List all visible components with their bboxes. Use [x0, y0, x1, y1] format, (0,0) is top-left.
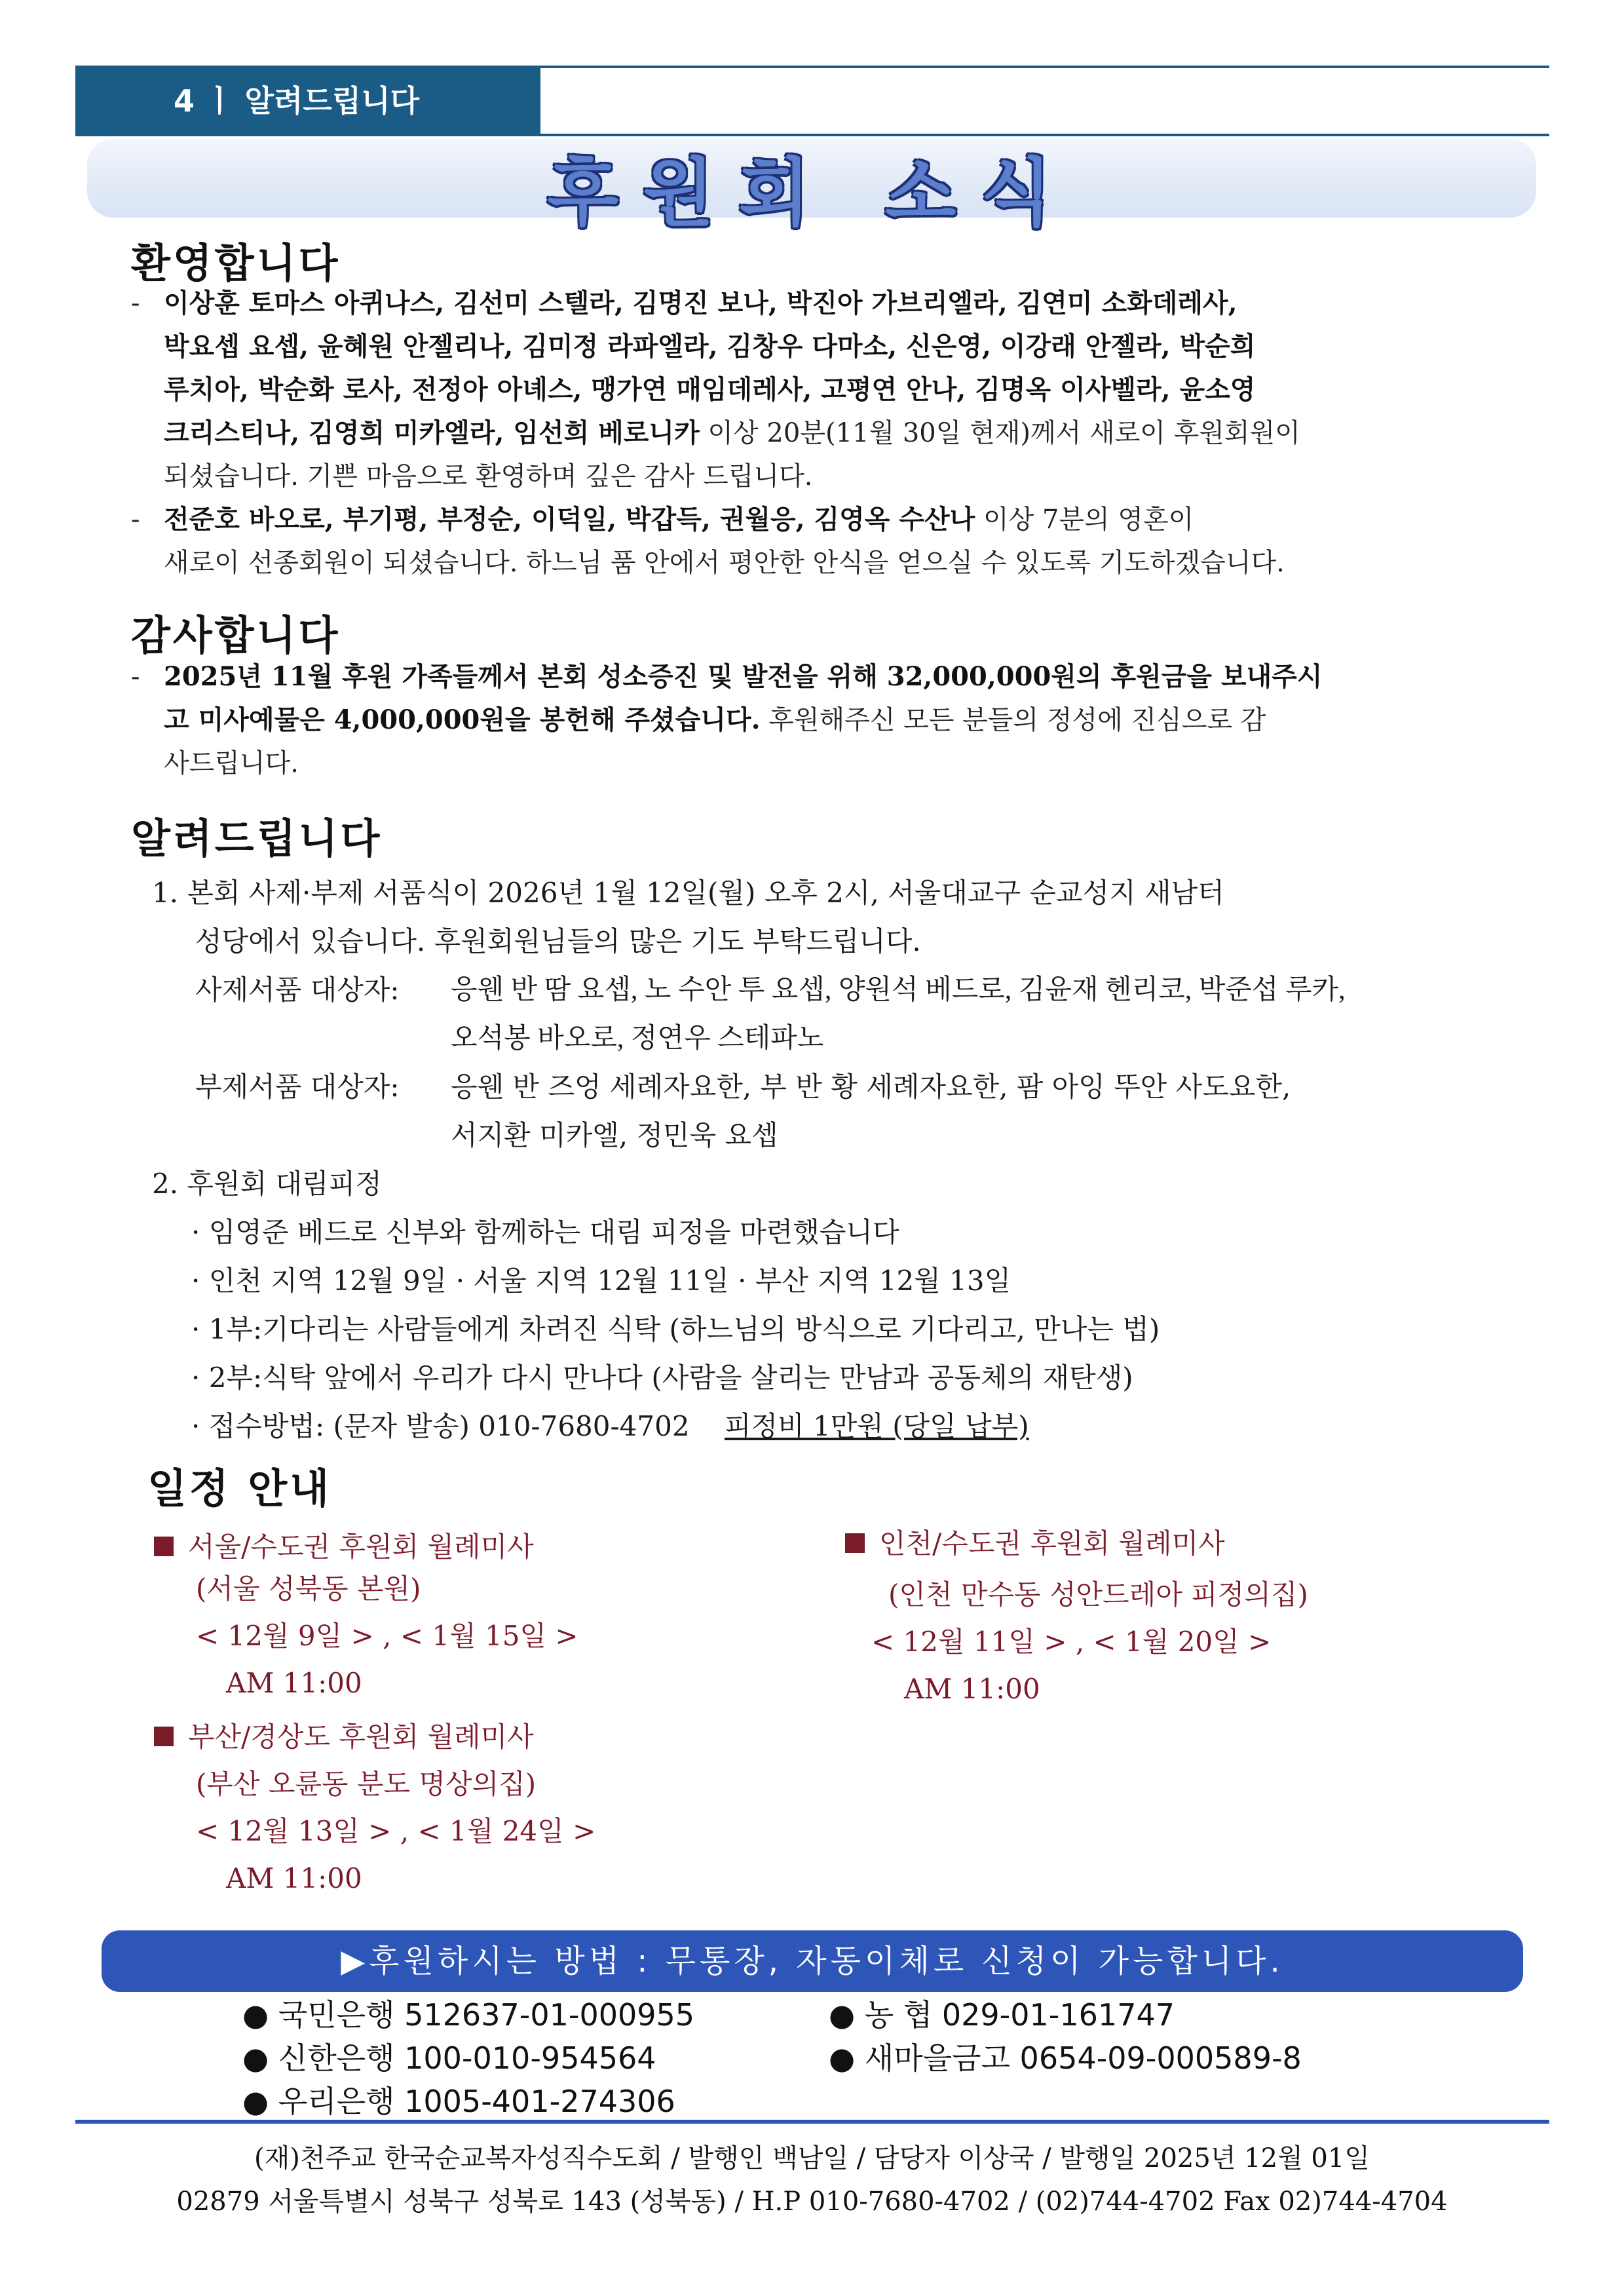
paragraph-text: 후원해주신 모든 분들의 정성에 진심으로 감	[760, 705, 1266, 735]
schedule-busan-place: (부산 오륜동 분도 명상의집)	[196, 1768, 537, 1800]
footer-rule	[75, 2120, 1549, 2124]
schedule-seoul-dates: < 12월 9일 > , < 1월 15일 >	[196, 1620, 578, 1652]
paragraph-text: 이상 7분의 영혼이	[975, 505, 1194, 535]
paragraph-line	[131, 455, 1487, 498]
schedule-busan-time: AM 11:00	[226, 1862, 362, 1894]
priest-ordinands-label: 사제서품 대상자:	[195, 974, 400, 1006]
paragraph-line	[131, 498, 1487, 541]
schedule-seoul-time: AM 11:00	[226, 1667, 362, 1699]
retreat-contact: · 접수방법: (문자 발송) 010-7680-4702	[191, 1410, 690, 1442]
square-bullet-icon	[154, 1727, 174, 1746]
welcome-paragraph-deceased-members	[131, 498, 1487, 584]
footer-publisher: (재)천주교 한국순교복자성직수도회 / 발행인 백남일 / 담당자 이상국 / 발행일 2025년 12월 01일	[254, 2143, 1370, 2173]
priest-ordinands	[152, 966, 1488, 1063]
notice-item-ordination	[152, 869, 1488, 1451]
deacon-ordinands-label: 부제서품 대상자:	[195, 1071, 400, 1103]
retreat-bullet: · 인천 지역 12월 9일 · 서울 지역 12월 11일 · 부산 지역 12월 13일	[191, 1265, 1011, 1297]
schedule-incheon	[845, 1520, 1533, 1713]
notice-item-retreat: 2. 후원회 대림피정	[152, 1168, 382, 1200]
paragraph-bold-text: 이상훈 토마스 아퀴나스, 김선미 스텔라, 김명진 보나, 박진아 가브리엘라, 김연미 소화데레사,	[164, 288, 1237, 318]
paragraph-text: 새로이 선종회원이 되셨습니다. 하느님 품 안에서 평안한 안식을 얻으실 수 있도록 기도하겠습니다.	[164, 548, 1285, 578]
deacon-ordinands	[152, 1063, 1488, 1160]
notice-item-ordination-line: 성당에서 있습니다. 후원회원님들의 많은 기도 부탁드립니다.	[195, 925, 921, 957]
retreat-bullet: · 1부:기다리는 사람들에게 차려진 식탁 (하느님의 방식으로 기다리고, 만나는 법)	[191, 1313, 1160, 1345]
notice-item-ordination-line: 1. 본회 사제·부제 서품식이 2026년 1월 12일(월) 오후 2시, 서울대교구 순교성지 새남터	[152, 877, 1224, 909]
notice-heading: 알려드립니다	[131, 814, 383, 862]
schedule-seoul-title: 서울/수도권 후원회 월례미사	[188, 1531, 534, 1563]
retreat-fee: 피정비 1만원 (당일 납부)	[724, 1410, 1029, 1442]
deacon-ordinands-line: 응웬 반 즈엉 세례자요한, 부 반 황 세례자요한, 팜 아잉 뚜안 사도요한,	[451, 1071, 1291, 1103]
schedule-seoul-place: (서울 성북동 본원)	[196, 1573, 421, 1605]
paragraph-bold-text: 루치아, 박순화 로사, 전정아 아녜스, 맹가연 매임데레사, 고평연 안나, 김명옥 이사벨라, 윤소영	[164, 374, 1256, 405]
schedule-incheon-time: AM 11:00	[904, 1673, 1040, 1705]
donation-method-bar: ▶후원하시는 방법 : 무통장, 자동이체로 신청이 가능합니다.	[102, 1930, 1523, 1992]
paragraph-text: 사드립니다.	[164, 748, 299, 778]
thanks-heading: 감사합니다	[131, 611, 341, 659]
priest-ordinands-line: 오석봉 바오로, 정연우 스테파노	[451, 1024, 824, 1054]
footer-address: 02879 서울특별시 성북구 성북로 143 (성북동) / H.P 010-7680-4702 / (02)744-4702 Fax 02)744-4704	[176, 2187, 1448, 2217]
priest-ordinands-line: 응웬 반 땀 요셉, 노 수안 투 요셉, 양원석 베드로, 김윤재 헨리코, 박준섭 루카,	[451, 975, 1346, 1005]
paragraph-line	[131, 698, 1487, 742]
bank-account: ● 국민은행 512637-01-000955	[242, 1997, 695, 2033]
welcome-heading: 환영합니다	[131, 239, 341, 287]
paragraph-bold-text: 고 미사예물은 4,000,000원을 봉헌해 주셨습니다.	[164, 704, 761, 735]
deacon-ordinands-line: 서지환 미카엘, 정민욱 요셉	[451, 1119, 778, 1151]
schedule-incheon-dates: < 12월 11일 > , < 1월 20일 >	[871, 1626, 1272, 1658]
paragraph-line	[131, 541, 1487, 584]
square-bullet-icon	[154, 1537, 174, 1556]
paragraph-text: 되셨습니다. 기쁜 마음으로 환영하며 깊은 감사 드립니다.	[164, 461, 813, 491]
dash-bullet: -	[131, 662, 140, 692]
page-section-tab: 4 ㅣ 알려드립니다	[75, 68, 540, 134]
paragraph-text: 이상 20분(11월 30일 현재)께서 새로이 후원회원이	[699, 418, 1300, 448]
dash-bullet: -	[131, 505, 140, 535]
paragraph-bold-text: 전준호 바오로, 부기평, 부정순, 이덕일, 박갑득, 권월응, 김영옥 수산나	[164, 504, 975, 535]
paragraph-line	[131, 742, 1487, 785]
bank-account: ● 농 협 029-01-161747	[829, 1997, 1175, 2033]
deacon-ordinands-list	[451, 1063, 1291, 1160]
schedule-busan-dates: < 12월 13일 > , < 1월 24일 >	[196, 1815, 596, 1847]
paragraph-line	[131, 655, 1487, 698]
schedule-incheon-place: (인천 만수동 성안드레아 피정의집)	[888, 1578, 1308, 1611]
retreat-bullet: · 2부:식탁 앞에서 우리가 다시 만나다 (사람을 살리는 만남과 공동체의 재탄생)	[191, 1362, 1133, 1394]
bank-account: ● 우리은행 1005-401-274306	[242, 2084, 675, 2119]
schedule-busan-title: 부산/경상도 후원회 월례미사	[188, 1721, 534, 1753]
paragraph-line	[131, 411, 1487, 455]
thanks-paragraph	[131, 655, 1487, 785]
paragraph-bold-text: 박요셉 요셉, 윤혜원 안젤리나, 김미정 라파엘라, 김창우 다마소, 신은영, 이강래 안젤라, 박순희	[164, 331, 1256, 362]
schedule-seoul	[154, 1523, 809, 1707]
schedule-heading: 일정 안내	[147, 1464, 332, 1512]
dash-bullet: -	[131, 288, 140, 318]
bank-account: ● 신한은행 100-010-954564	[242, 2040, 656, 2076]
retreat-contact-row	[152, 1402, 1488, 1451]
schedule-incheon-title: 인천/수도권 후원회 월례미사	[879, 1527, 1225, 1559]
schedule-busan	[154, 1713, 809, 1902]
paragraph-line	[131, 282, 1487, 325]
paragraph-line	[131, 368, 1487, 411]
paragraph-bold-text: 크리스티나, 김영희 미카엘라, 임선희 베로니카	[164, 417, 700, 448]
bank-account: ● 새마을금고 0654-09-000589-8	[829, 2040, 1302, 2076]
welcome-paragraph-new-members	[131, 282, 1487, 498]
retreat-bullet: · 임영준 베드로 신부와 함께하는 대림 피정을 마련했습니다	[191, 1216, 899, 1248]
priest-ordinands-list	[451, 966, 1346, 1063]
paragraph-bold-text: 2025년 11월 후원 가족들께서 본회 성소증진 및 발전을 위해 32,000,000원의 후원금을 보내주시	[164, 661, 1323, 692]
page-title: 후원회 소식	[547, 150, 1077, 236]
square-bullet-icon	[845, 1533, 865, 1553]
paragraph-line	[131, 325, 1487, 368]
